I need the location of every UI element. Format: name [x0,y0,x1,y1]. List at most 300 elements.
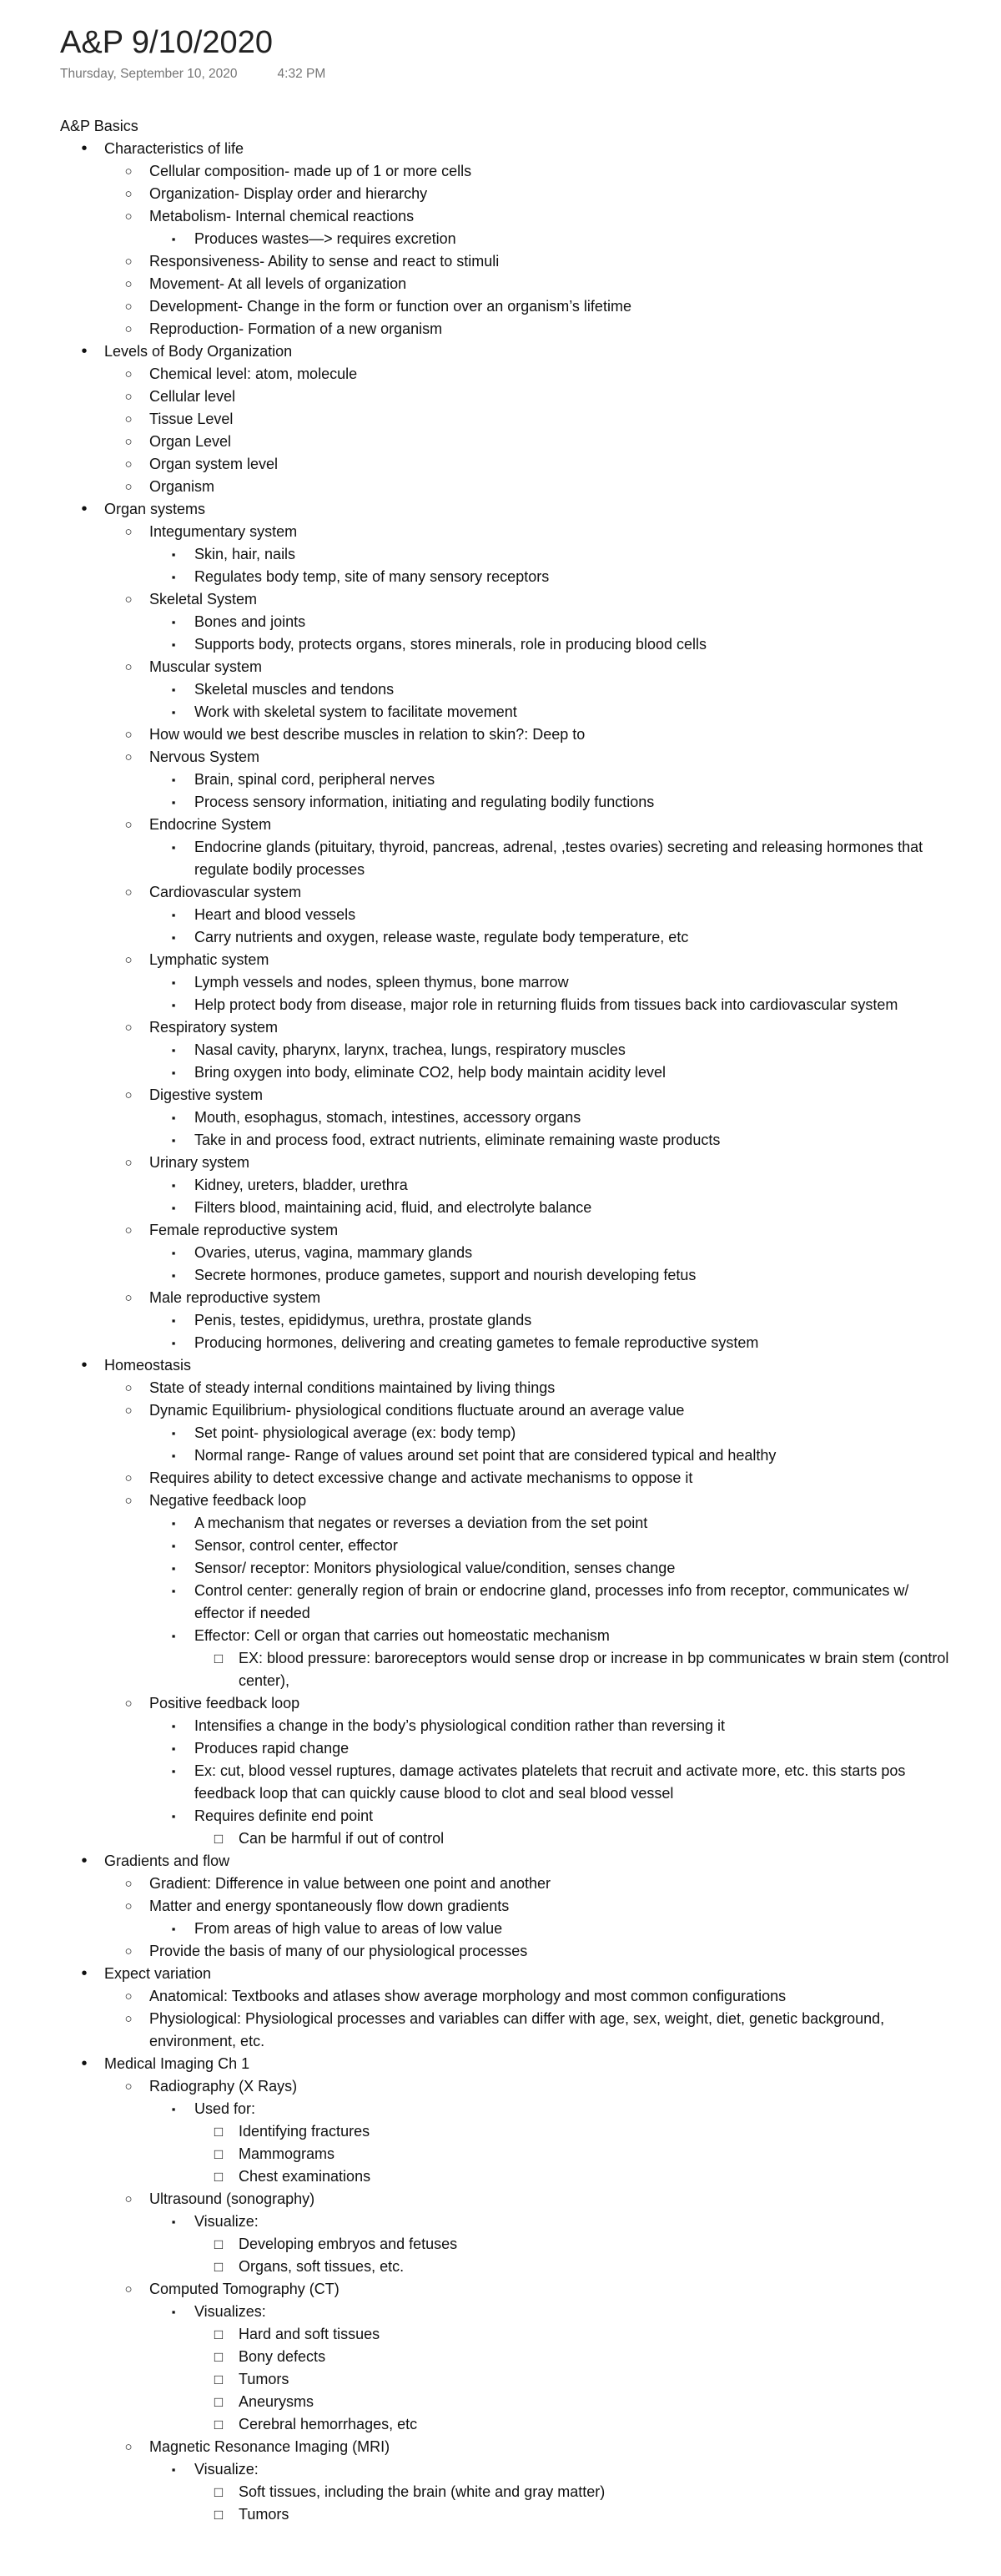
outline-item-level-2[interactable] [60,318,917,340]
outline-item-text: Lymphatic system [149,951,269,968]
bullet-marker: ▪ [171,1540,176,1552]
bullet-marker: □ [214,2326,224,2342]
outline-item-level-2[interactable] [60,588,917,611]
outline-item-text: Organ system level [149,456,279,472]
outline-item-level-4[interactable] [60,2413,1001,2436]
outline-item-level-2[interactable] [60,949,917,971]
outline-item-text: Movement- At all levels of organization [149,275,407,292]
outline-item-level-3[interactable] [60,2098,962,2120]
outline-item-text: EX: blood pressure: baroreceptors would sense drop or increase in bp communicates w brain stem (control center), [239,1650,949,1689]
outline-item-level-2[interactable] [60,814,917,836]
outline-item-level-2[interactable] [60,2436,917,2458]
outline-item-text: Heart and blood vessels [194,906,356,923]
outline-item-text: Gradient: Difference in value between one point and another [149,1875,551,1892]
bullet-marker: ○ [124,367,133,381]
outline-list [60,138,1001,2526]
outline-item-text: Female reproductive system [149,1222,339,1238]
outline-item-text: Reproduction- Formation of a new organism [149,320,443,337]
outline-item-text: Kidney, ureters, bladder, urethra [194,1177,408,1193]
outline-item-level-3[interactable] [60,228,962,250]
bullet-marker: ○ [124,412,133,426]
outline-item-text: Used for: [194,2100,256,2117]
outline-item-level-1[interactable] [60,498,872,521]
outline-item-text: Mouth, esophagus, stomach, intestines, accessory organs [194,1109,581,1126]
bullet-marker: • [81,2054,88,2073]
outline-item-level-4[interactable] [60,2346,1001,2368]
outline-item-level-3[interactable] [60,1107,962,1129]
outline-item-text: Male reproductive system [149,1289,321,1306]
bullet-marker: • [81,139,88,158]
bullet-marker: ○ [124,1291,133,1305]
outline-item-level-3[interactable] [60,611,962,633]
outline-item-level-3[interactable] [60,1625,962,1647]
outline-item-level-2[interactable] [60,1467,917,1490]
outline-item-level-2[interactable] [60,1873,917,1895]
outline-item-text: Normal range- Range of values around set point that are considered typical and healthy [194,1447,777,1464]
bullet-marker: ▪ [171,683,176,696]
outline-item-text: Matter and energy spontaneously flow down gradients [149,1898,510,1914]
outline-item-text: Skeletal System [149,591,258,607]
bullet-marker: ▪ [171,1314,176,1327]
bullet-marker: ○ [124,164,133,179]
bullet-marker: □ [214,1651,224,1666]
bullet-marker: ▪ [171,2463,176,2476]
outline-item-level-3[interactable] [60,1737,962,1760]
outline-item-level-2[interactable] [60,453,917,476]
outline-item-text: Aneurysms [239,2393,314,2410]
outline-item-text: Urinary system [149,1154,250,1171]
outline-item-level-4[interactable] [60,2368,1001,2391]
outline-item-level-3[interactable] [60,1444,962,1467]
outline-item-text: Brain, spinal cord, peripheral nerves [194,771,435,788]
note-time: 4:32 PM [277,67,326,81]
outline-item-text: Dynamic Equilibrium- physiological conditions fluctuate around an average value [149,1402,685,1419]
outline-item-level-3[interactable] [60,1512,962,1535]
outline-item-level-3[interactable] [60,543,962,566]
bullet-marker: ○ [124,750,133,764]
outline-item-text: Cardiovascular system [149,884,302,900]
outline-item-level-2[interactable] [60,1287,917,1309]
outline-item-level-3[interactable] [60,1174,962,1197]
outline-item-level-3[interactable] [60,2211,962,2233]
outline-item-text: Work with skeletal system to facilitate movement [194,703,517,720]
outline-item-level-1[interactable] [60,1850,872,1873]
outline-item-text: Tumors [239,2506,289,2523]
outline-item-level-2[interactable] [60,386,917,408]
outline-item-level-2[interactable] [60,2188,917,2211]
outline-item-level-1[interactable] [60,340,872,363]
outline-item-text: Produces rapid change [194,1740,350,1757]
bullet-marker: ▪ [171,1179,176,1192]
bullet-marker: ▪ [171,931,176,944]
outline-item-level-4[interactable] [60,1827,1001,1850]
bullet-marker: □ [214,2124,224,2140]
outline-item-text: Set point- physiological average (ex: body temp) [194,1424,516,1441]
bullet-marker: ○ [124,1877,133,1891]
outline-item-text: Positive feedback loop [149,1695,300,1711]
outline-item-level-3[interactable] [60,1535,962,1557]
outline-item-level-3[interactable] [60,1197,962,1219]
bullet-marker: ▪ [171,774,176,786]
bullet-marker: ▪ [171,1066,176,1079]
outline-item-level-2[interactable] [60,1940,917,1963]
outline-item-level-3[interactable] [60,791,962,814]
bullet-marker: ○ [124,187,133,201]
bullet-marker: ▪ [171,706,176,718]
outline-item-level-3[interactable] [60,1129,962,1152]
outline-item-text: Hard and soft tissues [239,2326,380,2342]
bullet-marker: ○ [124,592,133,607]
outline-item-text: Visualize: [194,2461,259,2478]
outline-item-level-2[interactable] [60,1152,917,1174]
bullet-marker: □ [214,2146,224,2162]
outline-item-level-2[interactable] [60,1399,917,1422]
bullet-marker: □ [214,2372,224,2387]
bullet-marker: ○ [124,1494,133,1508]
outline-item-text: Endocrine System [149,816,272,833]
bullet-marker: ○ [124,300,133,314]
bullet-marker: ▪ [171,1247,176,1259]
outline-item-level-2[interactable] [60,1219,917,1242]
outline-item-level-2[interactable] [60,2278,917,2301]
outline-item-text: Chest examinations [239,2168,371,2185]
bullet-marker: □ [214,2484,224,2500]
outline-item-level-2[interactable] [60,476,917,498]
outline-item-text: Producing hormones, delivering and creating gametes to female reproductive system [194,1334,759,1351]
outline-item-level-3[interactable] [60,566,962,588]
bullet-marker: ▪ [171,1517,176,1530]
outline-item-text: Take in and process food, extract nutrients, eliminate remaining waste products [194,1132,721,1148]
section-heading[interactable]: A&P Basics [60,118,138,134]
outline-item-text: Responsiveness- Ability to sense and react to stimuli [149,253,500,270]
outline-item-level-1[interactable] [60,138,872,160]
outline-item-text: Bony defects [239,2348,326,2365]
outline-item-level-3[interactable] [60,994,962,1016]
bullet-marker: ○ [124,2192,133,2206]
bullet-marker: ○ [124,1471,133,1485]
bullet-marker: ○ [124,255,133,269]
outline-item-text: Process sensory information, initiating and regulating bodily functions [194,794,655,810]
bullet-marker: ○ [124,728,133,742]
bullet-marker: ○ [124,660,133,674]
outline-item-level-3[interactable] [60,1332,962,1354]
outline-item-level-4[interactable] [60,2481,1001,2503]
bullet-marker: ▪ [171,1742,176,1755]
outline-item-level-2[interactable] [60,1016,917,1039]
outline-item-text: Cellular level [149,388,236,405]
outline-item-level-1[interactable] [60,2053,872,2075]
outline-item-level-2[interactable] [60,881,917,904]
bullet-marker: ▪ [171,1112,176,1124]
outline-item-level-3[interactable] [60,836,962,881]
outline-item-level-2[interactable] [60,1895,917,1918]
bullet-marker: ○ [124,1381,133,1395]
bullet-marker: ○ [124,1404,133,1418]
outline-item-text: Requires ability to detect excessive change and activate mechanisms to oppose it [149,1469,693,1486]
bullet-marker: ○ [124,1696,133,1711]
outline-item-text: Anatomical: Textbooks and atlases show average morphology and most common configurations [149,1988,787,2004]
bullet-marker: • [81,1356,88,1374]
outline-item-text: Penis, testes, epididymus, urethra, prostate glands [194,1312,532,1328]
outline-item-level-2[interactable] [60,1692,917,1715]
bullet-marker: ○ [124,322,133,336]
outline-item-level-2[interactable] [60,205,917,228]
bullet-marker: ▪ [171,638,176,651]
bullet-marker: ▪ [171,1269,176,1282]
bullet-marker: ○ [124,1156,133,1170]
bullet-marker: ▪ [171,1449,176,1462]
outline-item-level-2[interactable] [60,160,917,183]
outline-item-text: Organism [149,478,215,495]
outline-item-text: Skeletal muscles and tendons [194,681,395,698]
outline-item-text: Organ systems [104,501,206,517]
outline-item-level-3[interactable] [60,2301,962,2323]
outline-item-level-3[interactable] [60,926,962,949]
bullet-marker: ▪ [171,2306,176,2318]
outline-item-level-3[interactable] [60,1264,962,1287]
outline-item-text: Respiratory system [149,1019,279,1036]
bullet-marker: ○ [124,2282,133,2296]
outline-item-level-3[interactable] [60,1242,962,1264]
outline-item-text: Negative feedback loop [149,1492,307,1509]
bullet-marker: ▪ [171,1765,176,1777]
outline-item-level-3[interactable] [60,1061,962,1084]
outline-item-text: Medical Imaging Ch 1 [104,2055,250,2072]
bullet-marker: ○ [124,277,133,291]
outline-item-level-3[interactable] [60,678,962,701]
outline-item-level-2[interactable] [60,363,917,386]
outline-item-level-4[interactable] [60,2256,1001,2278]
outline-item-text: Skin, hair, nails [194,546,296,562]
bullet-marker: ▪ [171,2103,176,2115]
outline-item-text: Cerebral hemorrhages, etc [239,2416,418,2432]
outline-item-text: Nasal cavity, pharynx, larynx, trachea, lungs, respiratory muscles [194,1041,626,1058]
outline-item-text: Expect variation [104,1965,212,1982]
bullet-marker: □ [214,2169,224,2185]
note-title[interactable]: A&P 9/10/2020 [60,25,273,60]
outline-item-text: Intensifies a change in the body’s physiological condition rather than reversing it [194,1717,726,1734]
outline-item-level-3[interactable] [60,701,962,723]
outline-item-text: Bring oxygen into body, eliminate CO2, help body maintain acidity level [194,1064,666,1081]
bullet-marker: □ [214,2259,224,2275]
bullet-marker: ▪ [171,1923,176,1935]
outline-item-text: Integumentary system [149,523,298,540]
outline-item-text: Help protect body from disease, major role in returning fluids from tissues back into cardiovascular system [194,996,898,1013]
outline-item-level-3[interactable] [60,1039,962,1061]
bullet-marker: ▪ [171,976,176,989]
outline-item-level-4[interactable] [60,2165,1001,2188]
bullet-marker: ○ [124,2079,133,2094]
outline-item-text: Regulates body temp, site of many sensory receptors [194,568,550,585]
outline-item-level-2[interactable] [60,656,917,678]
bullet-marker: □ [214,2417,224,2432]
bullet-marker: ○ [124,1223,133,1238]
outline-item-level-2[interactable] [60,2075,917,2098]
outline-item-text: Radiography (X Rays) [149,2078,298,2095]
outline-item-text: Cellular composition- made up of 1 or more cells [149,163,472,179]
outline-item-text: Requires definite end point [194,1807,374,1824]
outline-item-level-3[interactable] [60,971,962,994]
bullet-marker: ▪ [171,616,176,628]
outline-item-text: Metabolism- Internal chemical reactions [149,208,415,224]
bullet-marker: ○ [124,1021,133,1035]
outline-item-level-4[interactable] [60,2143,1001,2165]
outline-item-level-4[interactable] [60,2233,1001,2256]
outline-item-level-2[interactable] [60,250,917,273]
outline-item-text: Produces wastes—> requires excretion [194,230,456,247]
outline-item-text: Developing embryos and fetuses [239,2236,458,2252]
bullet-marker: ▪ [171,1427,176,1439]
outline-item-text: Computed Tomography (CT) [149,2281,340,2297]
outline-item-level-2[interactable] [60,723,917,746]
outline-item-text: Tumors [239,2371,289,2387]
outline-item-level-1[interactable] [60,1963,872,1985]
outline-item-text: Can be harmful if out of control [239,1830,445,1847]
outline-item-text: Ultrasound (sonography) [149,2190,315,2207]
bullet-marker: ○ [124,480,133,494]
outline-item-level-2[interactable] [60,183,917,205]
outline-item-text: Endocrine glands (pituitary, thyroid, pancreas, adrenal, ,testes ovaries) secreting and releasing hormones that regulate bodily processes [194,839,923,878]
outline-item-level-2[interactable] [60,1490,917,1512]
outline-item-text: Characteristics of life [104,140,244,157]
bullet-marker: ○ [124,2440,133,2454]
outline-item-text: Physiological: Physiological processes and variables can differ with age, sex, weight, diet, genetic background, environment, etc. [149,2010,885,2049]
outline-item-text: Digestive system [149,1086,264,1103]
outline-item-text: Ex: cut, blood vessel ruptures, damage activates platelets that recruit and activate more, etc. this starts pos feedback loop that can quickly cause blood to clot and seal blood vessel [194,1762,906,1802]
bullet-marker: ○ [124,953,133,967]
outline-item-text: Development- Change in the form or function over an organism’s lifetime [149,298,631,315]
bullet-marker: ▪ [171,1720,176,1732]
bullet-marker: ▪ [171,548,176,561]
note-date: Thursday, September 10, 2020 [60,67,238,81]
bullet-marker: □ [214,1831,224,1847]
bullet-marker: • [81,342,88,360]
bullet-marker: ○ [124,1899,133,1913]
outline-item-text: Visualizes: [194,2303,266,2320]
bullet-marker: ▪ [171,233,176,245]
outline-item-text: How would we best describe muscles in relation to skin?: Deep to [149,726,586,743]
bullet-marker: ○ [124,2012,133,2026]
bullet-marker: ○ [124,390,133,404]
bullet-marker: ▪ [171,909,176,921]
outline-item-level-2[interactable] [60,746,917,769]
bullet-marker: ▪ [171,2216,176,2228]
outline-item-level-4[interactable] [60,2503,1001,2526]
bullet-marker: • [81,1964,88,1983]
outline-item-level-2[interactable] [60,431,917,453]
outline-item-level-2[interactable] [60,2008,917,2053]
outline-item-level-3[interactable] [60,904,962,926]
note-timestamp [60,65,1001,83]
bullet-marker: ▪ [171,1630,176,1642]
bullet-marker: ▪ [171,1562,176,1575]
outline-item-level-3[interactable] [60,1760,962,1805]
bullet-marker: □ [214,2394,224,2410]
outline-item-level-3[interactable] [60,1309,962,1332]
bullet-marker: ○ [124,1944,133,1958]
outline-item-level-3[interactable] [60,1805,962,1827]
outline-item-level-2[interactable] [60,273,917,295]
outline-item-text: Mammograms [239,2145,335,2162]
bullet-marker: ○ [124,209,133,224]
bullet-marker: ▪ [171,999,176,1011]
outline-item-text: Lymph vessels and nodes, spleen thymus, bone marrow [194,974,569,991]
bullet-marker: ▪ [171,1134,176,1147]
outline-item-text: Chemical level: atom, molecule [149,365,358,382]
bullet-marker: ▪ [171,1585,176,1597]
outline-item-text: Effector: Cell or organ that carries out homeostatic mechanism [194,1627,610,1644]
bullet-marker: ▪ [171,1044,176,1056]
bullet-marker: ▪ [171,796,176,809]
outline-item-text: Homeostasis [104,1357,192,1374]
outline-item-level-4[interactable] [60,2120,1001,2143]
outline-item-text: Visualize: [194,2213,259,2230]
outline-item-level-3[interactable] [60,2458,962,2481]
outline-item-level-3[interactable] [60,1557,962,1580]
bullet-marker: ○ [124,525,133,539]
bullet-marker: ▪ [171,1810,176,1822]
outline-item-level-2[interactable] [60,1084,917,1107]
outline-item-text: Organization- Display order and hierarchy [149,185,428,202]
outline-item-text: Levels of Body Organization [104,343,293,360]
outline-item-text: Sensor, control center, effector [194,1537,398,1554]
outline-item-level-2[interactable] [60,1377,917,1399]
outline-item-text: Muscular system [149,658,263,675]
outline-item-text: Organ Level [149,433,232,450]
bullet-marker: ▪ [171,571,176,583]
bullet-marker: □ [214,2507,224,2523]
outline-item-text: Tissue Level [149,411,234,427]
outline-item-level-3[interactable] [60,633,962,656]
outline-item-text: Supports body, protects organs, stores minerals, role in producing blood cells [194,636,707,653]
bullet-marker: ○ [124,457,133,471]
outline-item-text: Soft tissues, including the brain (white and gray matter) [239,2483,606,2500]
outline-item-level-2[interactable] [60,408,917,431]
outline-item-level-2[interactable] [60,1985,917,2008]
outline-item-text: Secrete hormones, produce gametes, support and nourish developing fetus [194,1267,697,1283]
outline-item-text: A mechanism that negates or reverses a deviation from the set point [194,1515,648,1531]
outline-item-level-2[interactable] [60,521,917,543]
outline-item-level-3[interactable] [60,1918,962,1940]
outline-item-text: Nervous System [149,749,260,765]
outline-item-level-4[interactable] [60,1647,1001,1692]
bullet-marker: ○ [124,1088,133,1102]
outline-item-text: Bones and joints [194,613,306,630]
outline-item-level-3[interactable] [60,1422,962,1444]
outline-item-text: Provide the basis of many of our physiological processes [149,1943,528,1959]
bullet-marker: ○ [124,435,133,449]
bullet-marker: • [81,1852,88,1870]
bullet-marker: □ [214,2349,224,2365]
bullet-marker: ○ [124,818,133,832]
outline-item-level-3[interactable] [60,1580,962,1625]
bullet-marker: □ [214,2236,224,2252]
outline-item-text: Identifying fractures [239,2123,370,2140]
outline-item-level-4[interactable] [60,2391,1001,2413]
outline-item-text: Ovaries, uterus, vagina, mammary glands [194,1244,473,1261]
outline-item-level-3[interactable] [60,769,962,791]
outline-item-text: Magnetic Resonance Imaging (MRI) [149,2438,390,2455]
bullet-marker: ▪ [171,1337,176,1349]
outline-item-level-3[interactable] [60,1715,962,1737]
outline-item-text: Gradients and flow [104,1853,230,1869]
outline-item-level-1[interactable] [60,1354,872,1377]
outline-item-text: Control center: generally region of brain or endocrine gland, processes info from receptor, communicates w/ effector if needed [194,1582,909,1621]
outline-item-text: Carry nutrients and oxygen, release waste, regulate body temperature, etc [194,929,689,945]
bullet-marker: ▪ [171,841,176,854]
outline-item-level-4[interactable] [60,2323,1001,2346]
outline-item-level-2[interactable] [60,295,917,318]
